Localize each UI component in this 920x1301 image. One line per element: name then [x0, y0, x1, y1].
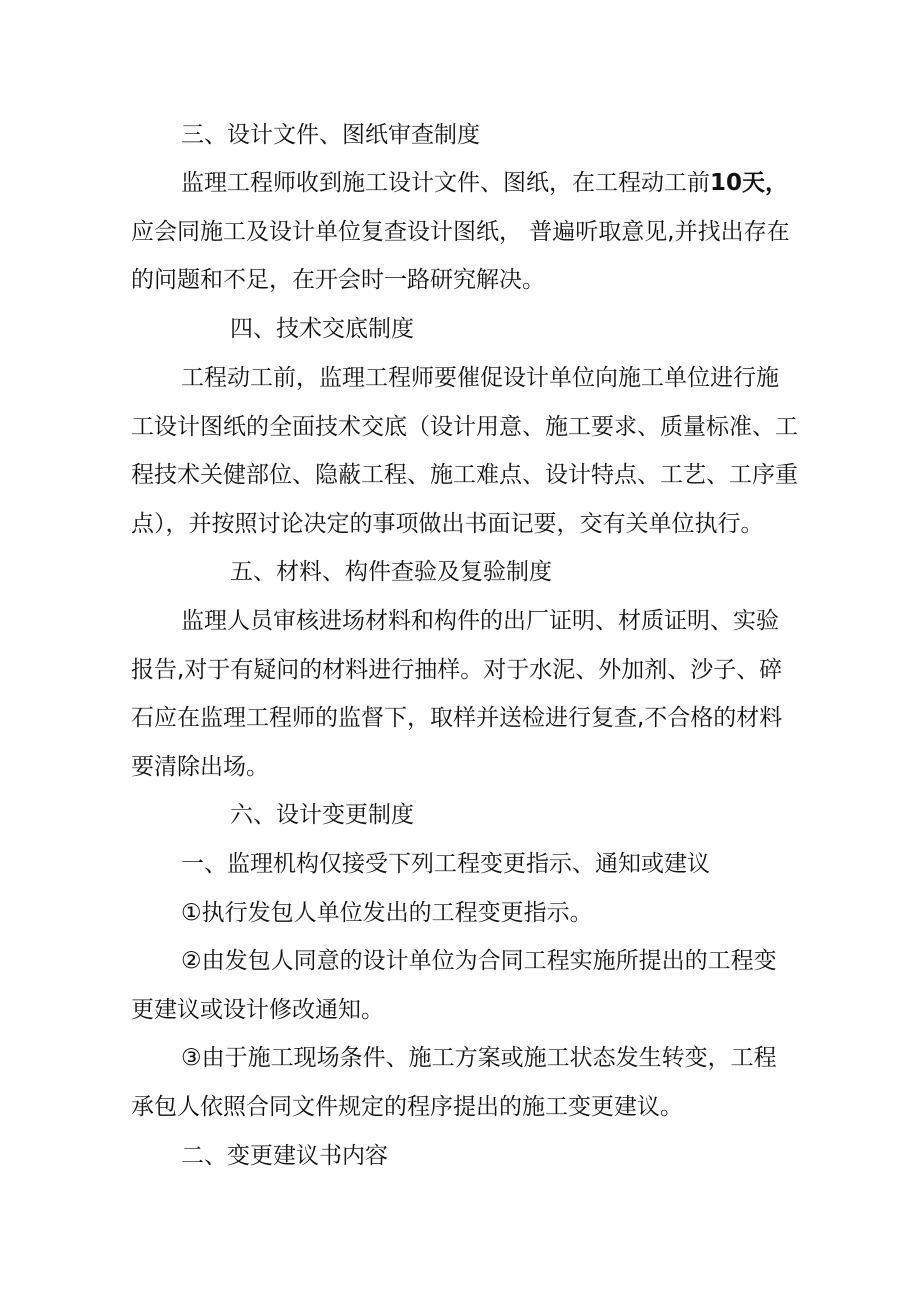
paragraph-line: 工程动工前，监理工程师要催促设计单位向施工单位进行施	[181, 365, 779, 391]
paragraph-line: 要清除出场。	[131, 754, 269, 780]
list-item-continuation: 更建议或设计修改通知。	[131, 997, 384, 1023]
paragraph-line: 监理人员审核进场材料和构件的出厂证明、材质证明、实验	[181, 608, 779, 634]
paragraph-line: 程技术关健部位、隐蔽工程、施工难点、设计特点、工艺、工序重	[131, 462, 798, 488]
list-item: ①执行发包人单位发出的工程变更指示。	[181, 900, 593, 926]
list-item-continuation: 承包人依照合同文件规定的程序提出的施工变更建议。	[131, 1094, 683, 1120]
paragraph-line	[181, 167, 788, 199]
section-heading-3: 三、设计文件、图纸审查制度	[181, 122, 480, 148]
section-heading-6: 六、设计变更制度	[230, 802, 414, 828]
paragraph-line: 应会同施工及设计单位复查设计图纸， 普遍听取意见,并找出存在	[131, 219, 790, 245]
section-heading-4: 四、技术交底制度	[230, 316, 414, 342]
list-item: ③由于施工现场条件、施工方案或施工状态发生转变，工程	[181, 1045, 777, 1071]
paragraph-line: 的问题和不足，在开会时一路研究解决。	[131, 267, 545, 293]
paragraph-text: 监理工程师收到施工设计文件、图纸，在工程动工前	[181, 170, 710, 196]
section-heading-5: 五、材料、构件查验及复验制度	[230, 559, 552, 585]
paragraph-line: 报告,对于有疑问的材料进行抽样。对于水泥、外加剂、沙子、碎	[131, 657, 783, 683]
paragraph-line: 工设计图纸的全面技术交底（设计用意、施工要求、质量标准、工	[131, 414, 798, 440]
emphasis-text: 10天，	[710, 170, 789, 196]
paragraph-line: 点），并按照讨论决定的事项做出书面记要，交有关单位执行。	[131, 511, 764, 537]
paragraph-line: 石应在监理工程师的监督下，取样并送检进行复查,不合格的材料	[131, 705, 783, 731]
list-item: ②由发包人同意的设计单位为合同工程实施所提出的工程变	[181, 948, 777, 974]
subheading: 一、监理机构仅接受下列工程变更指示、通知或建议	[181, 851, 710, 877]
subheading: 二、变更建议书内容	[181, 1143, 388, 1169]
